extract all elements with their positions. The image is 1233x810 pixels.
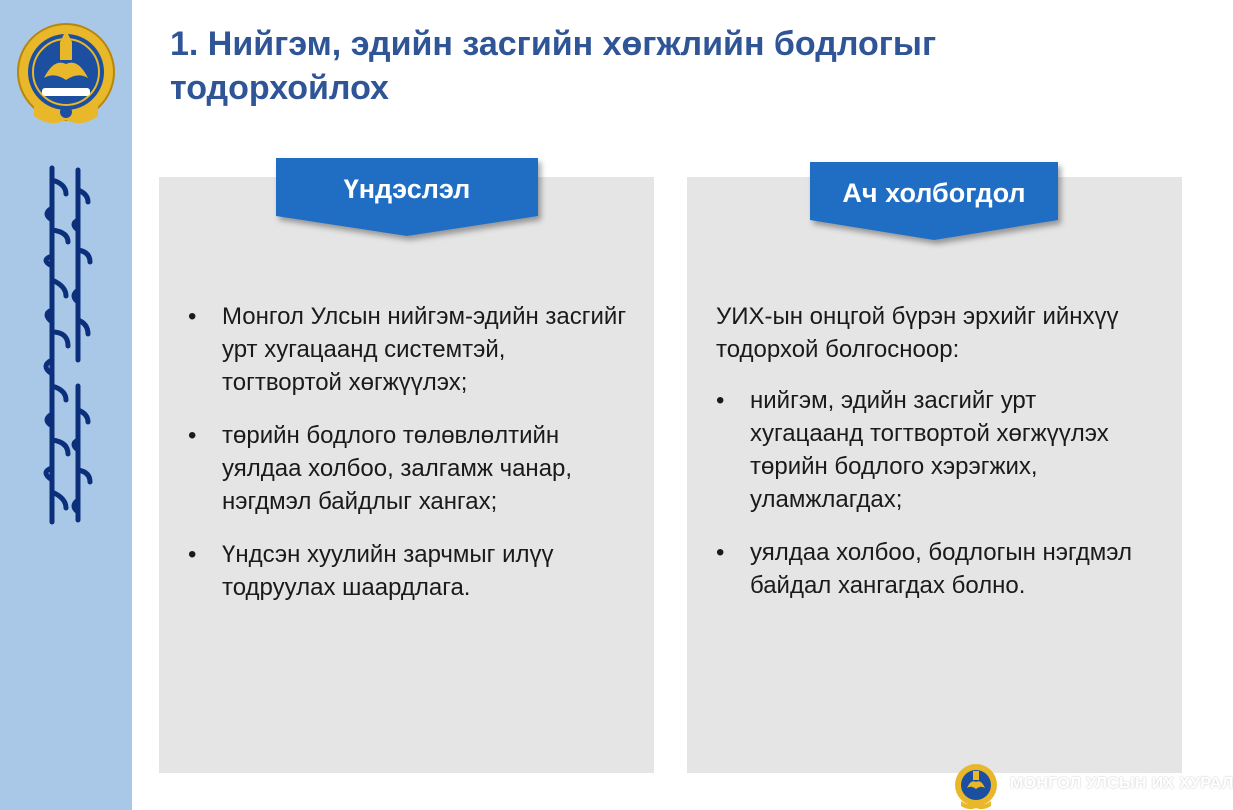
bullet-icon: • bbox=[188, 422, 197, 449]
bullet-icon: • bbox=[716, 387, 725, 414]
rationale-heading: Үндэслэл bbox=[343, 174, 471, 204]
footer-org-name: МОНГОЛ УЛСЫН ИХ ХУРАЛ bbox=[1010, 775, 1233, 792]
list-item-text: төрийн бодлого төлөвлөлтийн уялдаа холбоо, залгамж чанар, нэгдмэл байдлыг хангах; bbox=[222, 422, 573, 515]
rationale-list bbox=[188, 300, 628, 604]
significance-list bbox=[716, 384, 1156, 602]
list-item bbox=[716, 536, 1156, 602]
list-item bbox=[188, 300, 628, 399]
list-item-text: Үндсэн хуулийн зарчмыг илүү тодруулах шаардлага. bbox=[222, 541, 554, 601]
page-title: 1. Нийгэм, эдийн засгийн хөгжлийн бодлогыг тодорхойлох bbox=[170, 25, 937, 107]
vertical-mongolian-script-icon bbox=[30, 160, 100, 530]
significance-heading: Ач холбогдол bbox=[842, 178, 1026, 208]
bullet-icon: • bbox=[716, 539, 725, 566]
list-item-text: уялдаа холбоо, бодлогын нэгдмэл байдал хангагдах болно. bbox=[750, 539, 1132, 599]
list-item-text: нийгэм, эдийн засгийг урт хугацаанд тогтвортой хөгжүүлэх төрийн бодлого хэрэгжих, уламжлагдах; bbox=[750, 387, 1109, 513]
list-item bbox=[716, 384, 1156, 516]
list-item-text: Монгол Улсын нийгэм-эдийн засгийг урт хугацаанд системтэй, тогтвортой хөгжүүлэх; bbox=[222, 303, 627, 396]
significance-content bbox=[716, 300, 1156, 622]
state-emblem-icon bbox=[14, 20, 118, 132]
rationale-content bbox=[188, 300, 628, 624]
bullet-icon: • bbox=[188, 541, 197, 568]
footer-emblem-icon bbox=[953, 763, 999, 809]
significance-intro: УИХ-ын онцгой бүрэн эрхийг ийнхүү тодорхой болгосноор: bbox=[716, 303, 1119, 363]
rationale-banner bbox=[276, 158, 538, 236]
bullet-icon: • bbox=[188, 303, 197, 330]
significance-banner bbox=[810, 162, 1058, 240]
list-item bbox=[188, 538, 628, 604]
sidebar bbox=[0, 0, 132, 810]
list-item bbox=[188, 419, 628, 518]
